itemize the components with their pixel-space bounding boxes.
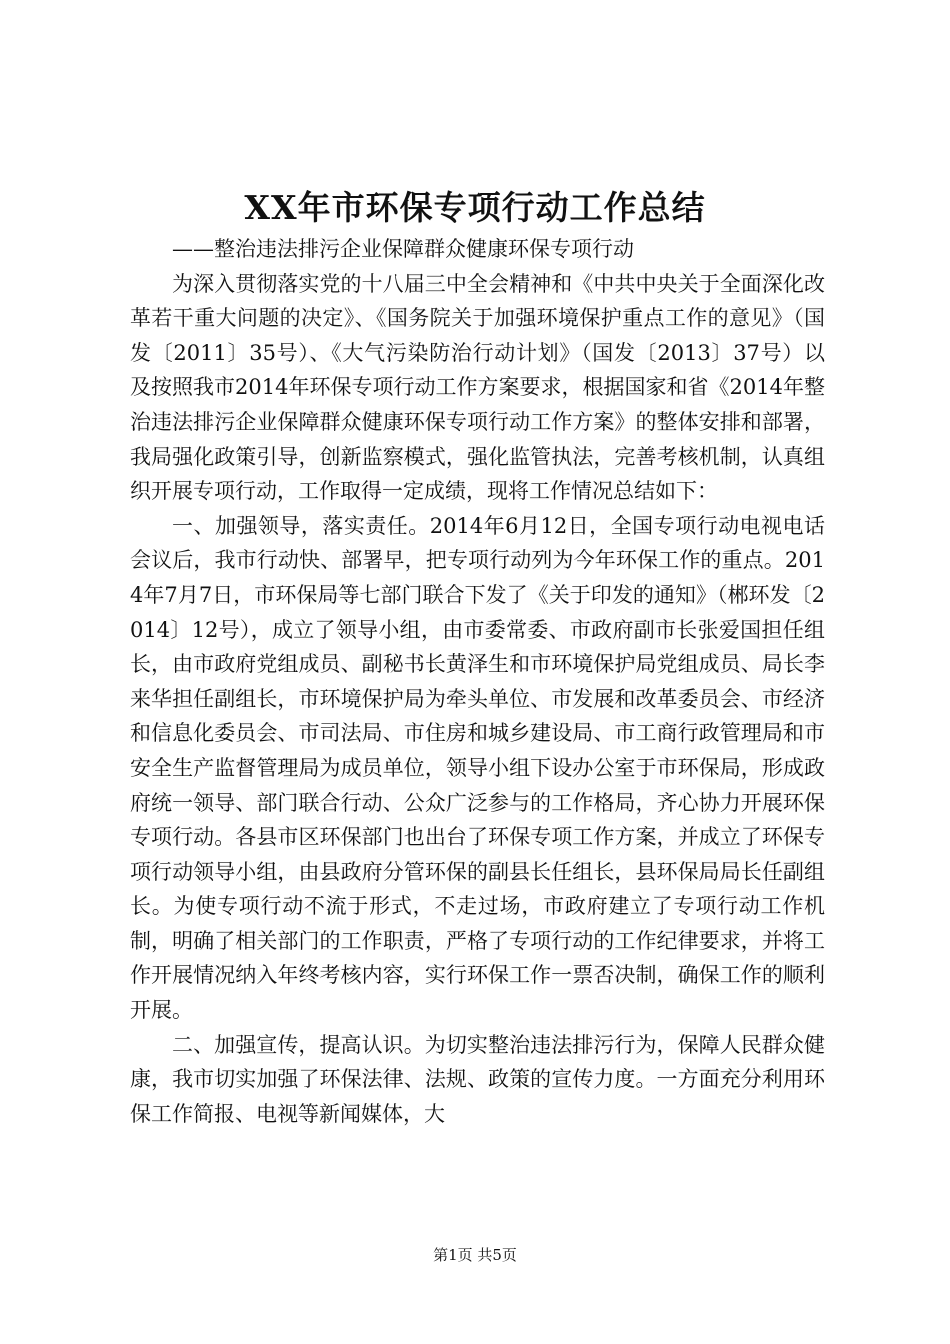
paragraph-section-2: 二、加强宣传，提高认识。为切实整治违法排污行为，保障人民群众健康，我市切实加强了环保法律、法规、政策的宣传力度。一方面充分利用环保工作简报、电视等新闻媒体，大 <box>130 1032 825 1126</box>
paragraph-section-1: 一、加强领导，落实责任。2014年6月12日，全国专项行动电视电话会议后，我市行动快、部署早，把专项行动列为今年环保工作的重点。2014年7月7日，市环保局等七部门联合下发了《关于印发的通知》（郴环发〔2014〕12号），成立了领导小组，由市委常委、市政府副市长张爱国担任组长，由市政府党组成员、副秘书长黄泽生和市环境保护局党组成员、局长李来华担任副组长，市环境保护局为牵头单位、市发展和改革委员会、市经济和信息化委员会、市司法局、市住房和城乡建设局、市工商行政管理局和市安全生产监督管理局为成员单位，领导小组下设办公室于市环保局，形成政府统一领导、部门联合行动、公众广泛参与的工作格局，齐心协力开展环保专项行动。各县市区环保部门也出台了环保专项工作方案，并成立了环保专项行动领导小组，由县政府分管环保的副县长任组长，县环保局局长任副组长。为使专项行动不流于形式，不走过场，市政府建立了专项行动工作机制，明确了相关部门的工作职责，严格了专项行动的工作纪律要求，并将工作开展情况纳入年终考核内容，实行环保工作一票否决制，确保工作的顺利开展。 <box>130 513 825 1023</box>
page-number-footer: 第1页 共5页 <box>433 1246 517 1264</box>
document-title: XX年市环保专项行动工作总结 <box>244 188 706 227</box>
document-subtitle: ——整治违法排污企业保障群众健康环保专项行动 <box>172 237 634 261</box>
paragraph-intro: 为深入贯彻落实党的十八届三中全会精神和《中共中央关于全面深化改革若干重大问题的决定》、《国务院关于加强环境保护重点工作的意见》（国发〔2011〕35号）、《大气污染防治行动计划》（国发〔2013〕37号）以及按照我市2014年环保专项行动工作方案要求，根据国家和省《2014年整治违法排污企业保障群众健康环保专项行动工作方案》的整体安排和部署，我局强化政策引导，创新监察模式，强化监管执法，完善考核机制，认真组织开展专项行动，工作取得一定成绩，现将工作情况总结如下： <box>130 271 825 504</box>
document-body <box>130 232 825 1131</box>
